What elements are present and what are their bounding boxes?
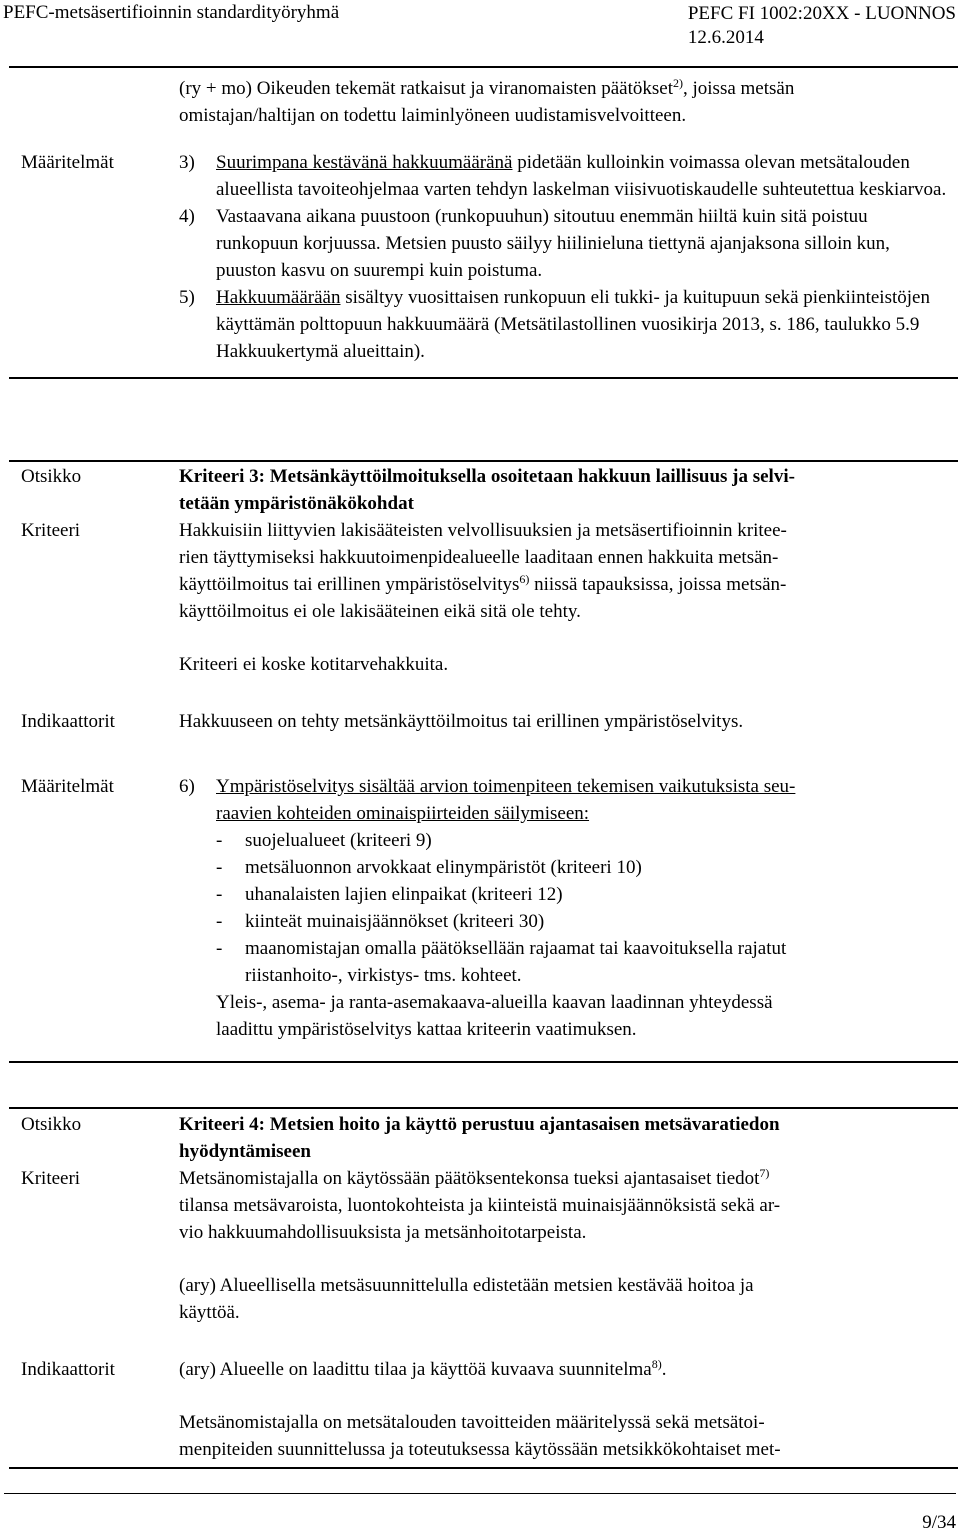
criterion-text: Hakkuisiin liittyvien lakisääteisten velvollisuuksien ja metsäsertifioinnin kritee- rien täyttymiseksi hakkuutoimenpidealueelle laaditaan ennen hakkuita metsän- käyttöilmoitus tai erillinen ympäristöselvitys$^{6)}$ niissä tapauksissa, joissa metsän- käyttöilmoitus ei ole lakisääteinen eikä sitä ole tehty. — [179, 520, 787, 622]
indicator-text: (ary) Alueelle on laadittu tilaa ja käyttöä kuvaava suunnitelma$^{8)}$. — [179, 1357, 667, 1380]
header-standard-code: PEFC FI 1002:20XX - LUONNOS — [687, 3, 956, 24]
list-item: - uhanalaisten lajien elinpaikat (kriteeri 12) — [216, 884, 563, 905]
title-label: Otsikko — [21, 466, 82, 487]
term-harvest-volume: Hakkuumäärään — [216, 287, 341, 308]
header-organization: PEFC-metsäsertifioinnin standardityöryhmä — [3, 2, 340, 23]
court-decisions-text-cont: omistajan/haltijan on todettu laiminlyöneen uudistamisvelvoitteen. — [179, 105, 687, 126]
definitions-label: Määritelmät — [21, 776, 114, 797]
table-row — [9, 1326, 958, 1468]
definition-item-4: 4) Vastaavana aikana puustoon (runkopuuhun) sitoutuu enemmän hiiltä kuin sitä poistuu runkopuun korjuussa. Metsien puusto säilyy hiilinieluna tiettynä ajanjaksona silloin kun, puuston kasvu on suurempi kuin poistuma. — [179, 206, 890, 281]
definition-item-3: 3) Suurimpana kestävänä hakkuumääränä pidetään kulloinkin voimassa olevan metsätalouden alueellista tavoiteohjelmaa varten tehdyn laskelman viisivuotiskaudelle suhteutettua keskiarvoa. — [179, 152, 947, 200]
header-date: 12.6.2014 — [687, 27, 764, 48]
table-row — [9, 678, 958, 735]
criterion-title: Kriteeri 3: Metsänkäyttöilmoituksella osoitetaan hakkuun laillisuus ja selvi- tetään ympäristönäkökohdat — [179, 466, 795, 514]
court-decisions-text: (ry + mo) Oikeuden tekemät ratkaisut ja viranomaisten päätökset$^{2)}$, joissa metsän — [179, 76, 795, 99]
table-row — [9, 1108, 958, 1326]
footer-divider — [4, 1493, 956, 1494]
definitions-label: Määritelmät — [21, 152, 114, 173]
title-label: Otsikko — [21, 1114, 82, 1135]
indicator-text: Hakkuuseen on tehty metsänkäyttöilmoitus tai erillinen ympäristöselvitys. — [179, 711, 744, 732]
criterion-regional-text: (ary) Alueellisella metsäsuunnittelulla edistetään metsien kestävää hoitoa ja käyttöä. — [179, 1275, 754, 1323]
table-row — [9, 67, 958, 129]
table-row — [9, 735, 958, 1062]
term-sustainable-yield: Suurimpana kestävänä hakkuumääränä — [216, 152, 513, 173]
definition-item-6: 6) Ympäristöselvitys sisältää arvion toimenpiteen tekemisen vaikutuksista seu- raavien kohteiden ominaispiirteiden säilymiseen: — [179, 773, 948, 827]
definition-note: Yleis-, asema- ja ranta-asemakaava-alueilla kaavan laadinnan yhteydessä laadittu ympäristöselvitys kattaa kriteerin vaatimuksen. — [216, 992, 773, 1040]
criterion-3-table — [9, 460, 958, 1063]
term-environmental-report: Ympäristöselvitys sisältää arvion toimenpiteen tekemisen vaikutuksista seu- raavien kohteiden ominaispiirteiden säilymiseen: — [216, 776, 796, 824]
table-row — [9, 129, 958, 378]
table-row — [9, 461, 958, 678]
indicators-label: Indikaattorit — [21, 711, 115, 732]
criterion-title: Kriteeri 4: Metsien hoito ja käyttö perustuu ajantasaisen metsävaratiedon hyödyntämiseen — [179, 1114, 780, 1162]
criterion-note: Kriteeri ei koske kotitarvehakkuita. — [179, 654, 449, 675]
indicator-text-2: Metsänomistajalla on metsätalouden tavoitteiden määritelyssä sekä metsätoi- menpiteiden suunnittelussa ja toteutuksessa käytössään metsikkökohtaiset met- — [179, 1412, 781, 1460]
list-item: - maanomistajan omalla päätöksellään rajaamat tai kaavoituksella rajatut riistanhoito-, virkistys- tms. kohteet. — [216, 938, 787, 986]
criterion-label: Kriteeri — [21, 520, 81, 541]
page-number: 9/34 — [922, 1512, 956, 1533]
header-document-id — [688, 2, 956, 50]
criterion-4-table — [9, 1107, 958, 1469]
list-item: - metsäluonnon arvokkaat elinympäristöt (kriteeri 10) — [216, 857, 642, 878]
definition-item-5: 5) Hakkuumäärään sisältyy vuosittaisen runkopuun eli tukki- ja kuitupuun sekä pienkiinteistöjen käyttämän polttopuun hakkuumäärä (Metsätilastollinen vuosikirja 2013, s. 186, taulukko 5.9 Hakkuukertymä alueittain). — [179, 287, 930, 362]
criterion-label: Kriteeri — [21, 1168, 81, 1189]
indicators-label: Indikaattorit — [21, 1359, 115, 1380]
criterion-table-continued — [9, 66, 958, 379]
list-item: - kiinteät muinaisjäännökset (kriteeri 30) — [216, 911, 545, 932]
list-item: - suojelualueet (kriteeri 9) — [216, 830, 432, 851]
criterion-text: Metsänomistajalla on käytössään päätöksentekonsa tueksi ajantasaiset tiedot$^{7)}$ tilansa metsävaroista, luontokohteista ja kiinteistä muinaisjäännöksistä sekä ar- vio hakkuumahdollisuuksista ja metsänhoitotarpeista. — [179, 1166, 781, 1243]
